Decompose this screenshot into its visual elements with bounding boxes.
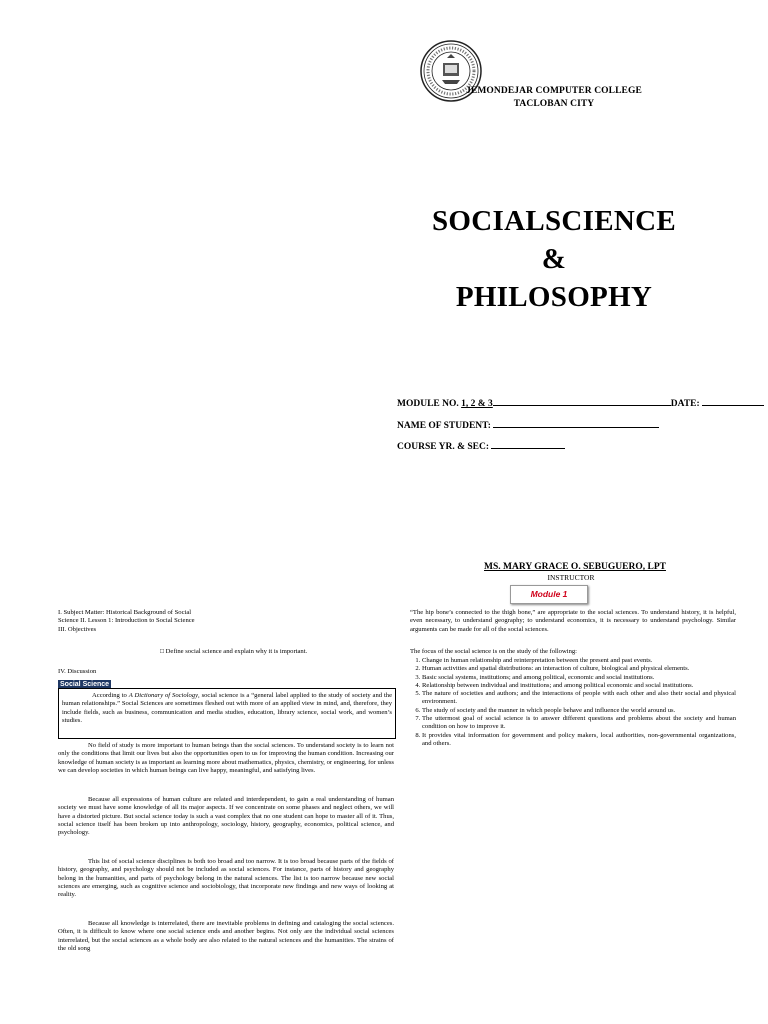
objective-item: □ Define social science and explain why it is important. [160,648,308,655]
focus-list [410,657,736,748]
paragraph-2: Because all expressions of human culture are related and interdependent, to gain a real understanding of human society we must have some knowledge of all its major aspects. If we concentrate on some phases and neglect others, we will have a distorted picture. But social science today is such a vast complex that no one student can hope to master all of it. Thus, social science itself has been broken up into anthropology, sociology, history, geography, economics, political science, and psychology. [58,796,394,837]
subject-line-2: Science II. Lesson 1: Introduction to Social Science [58,617,195,625]
title-line-3: PHILOSOPHY [455,281,653,313]
title-line-2: & [541,243,567,275]
date-blank[interactable] [702,396,764,406]
list-item: 7. The uttermost goal of social science is to answer different questions and problems about the society and human condition on how to improve it. [422,715,736,732]
date-label: DATE: [670,399,703,409]
focus-list-wrap [410,657,736,748]
paragraph-4: Because all knowledge is interrelated, there are inevitable problems in defining and cataloging the social sciences. Often, it is difficult to know where one social science ends and another begins. Not only are the individual social sciences interrelated, but the social sciences as a whole body are also related to the natural sciences and the humanities. The strains of the old song [58,920,394,952]
right-intro: “The hip bone’s connected to the thigh bone,” are appropriate to the social sciences. To understand history, it is helpful, even necessary, to understand geography; to understand economics, it is necessary to understand psychology. Similar arguments can be made for all of the social sciences. [410,609,736,633]
definition-post: , social science is a “general label applied to the study of society and the human relationships.” Social Sciences are sometimes fleshed out with more of an applied view in mind, and, therefore, they include fields, such as business, communication and media studies, education, library science, social work, and women’s studies. [62,692,392,724]
list-item: 2. Human activities and spatial distributions: an interaction of culture, biological and physical elements. [422,665,736,673]
subject-matter [58,609,394,634]
paragraph-1: No field of study is more important to human beings than the social sciences. To understand society is to learn not only the conditions that limit our lives but also the opportunities open to us for improving the human condition. Increasing our knowledge of human society is as important as learning more about mathematics, physics, chemistry, or engineering, for unless we can develop societies in which human beings can live happy, meaningful, and satisfying lives. [58,742,394,774]
definition-source: A Dictionary of Sociology [128,692,199,699]
school-name: JEMONDEJAR COMPUTER COLLEGE [466,86,642,96]
instructor-name: MS. MARY GRACE O. SEBUGUERO, LPT [484,562,666,572]
focus-intro: The focus of the social science is on the study of the following: [410,648,578,655]
discussion-heading: IV. Discussion [58,668,97,675]
course-row [397,439,565,452]
module-date-row [397,396,764,409]
objectives-heading: III. Objectives [58,625,97,633]
student-label: NAME OF STUDENT: [397,421,494,431]
student-row [397,418,659,431]
paragraph-3: This list of social science disciplines is both too broad and too narrow. It is too broad because parts of the fields of history, geography, and psychology should not be included as social sciences. For instance, parts of history and geography belong in the humanities, and parts of psychology belong in the natural sciences. The list is too narrow because new social sciences are emerging, such as cognitive science and sociobiology, that incorporate new findings and new ways of looking at reality. [58,858,394,899]
list-item: 4. Relationship between individual and institutions; and among political economic and social institutions. [422,682,736,690]
module-value: 1, 2 & 3 [461,399,493,409]
school-city: TACLOBAN CITY [513,99,595,109]
subject-line-1: I. Subject Matter: Historical Background of Social [58,609,192,616]
list-item: 6. The study of society and the manner in which people behave and influence the world around us. [422,707,736,715]
section-label: Social Science [60,681,110,688]
definition-pre: According to [92,692,129,699]
list-item: 3. Basic social systems, institutions; and among political, economic and social institutions. [422,674,736,682]
title-line-1: SOCIALSCIENCE [431,205,677,237]
module-label: MODULE NO. [397,399,462,409]
list-item: 1. Change in human relationship and reinterpretation between the present and past events. [422,657,736,665]
list-item: 5. The nature of societies and authors; and the interactions of people with each other and also their social and physical environment. [422,690,736,707]
list-item: 8. It provides vital information for government and policy makers, local authorities, non-governmental organizations, and others. [422,732,736,749]
course-label: COURSE YR. & SEC: [397,442,492,452]
module-badge: Module 1 [510,585,588,604]
definition-text [62,692,392,725]
student-blank[interactable] [493,418,659,428]
module-blank[interactable] [493,396,671,406]
course-blank[interactable] [491,439,565,449]
instructor-role: INSTRUCTOR [547,573,595,582]
